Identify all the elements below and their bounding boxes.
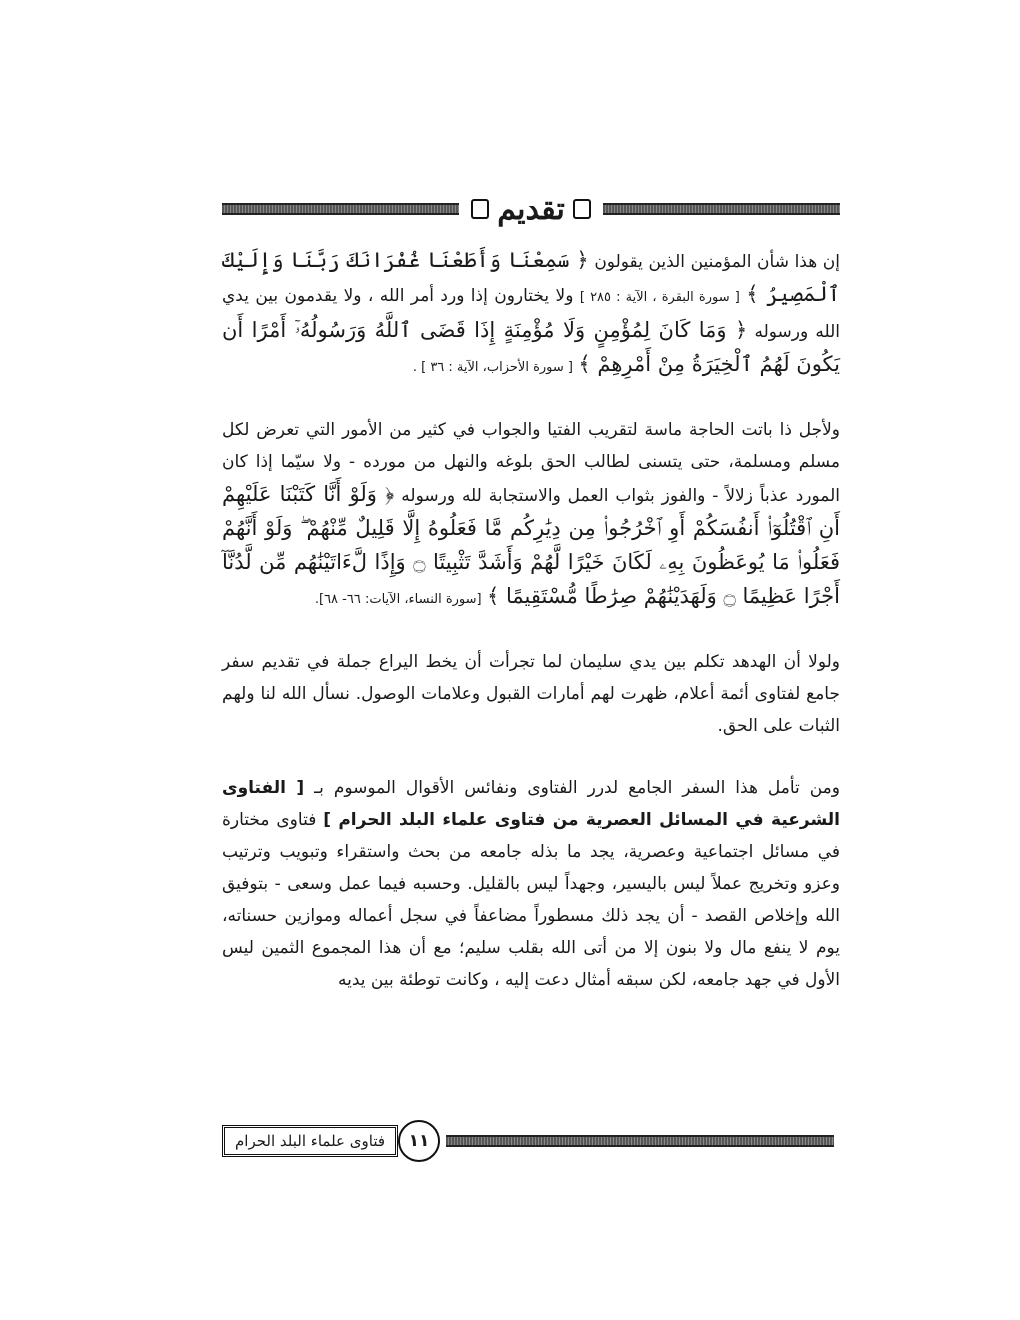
header-rule-right bbox=[603, 203, 840, 215]
text: ومن تأمل هذا السفر الجامع لدرر الفتاوى ونفائس الأقوال الموسوم بـ bbox=[314, 778, 840, 798]
footer-book-title: فتاوى علماء البلد الحرام bbox=[222, 1125, 398, 1157]
page-footer bbox=[222, 1118, 840, 1164]
square-ornament-icon bbox=[573, 199, 591, 219]
quran-verse: ﴿ سَمِعْنَا وَأَطَعْنَا غُفْرَانَكَ رَبَّنَا وَإِلَيْكَ ٱلْمَصِيرُ ﴾ bbox=[222, 248, 841, 306]
quran-verse: ﴿ وَمَا كَانَ لِمُؤْمِنٍ وَلَا مُؤْمِنَةٍ إِذَا قَضَى ٱللَّهُ وَرَسُولُهُۥٓ أَمْرًا أَن يَكُونَ لَهُمُ ٱلْخِيَرَةُ مِنْ أَمْرِهِمْ ﴾ bbox=[222, 318, 840, 376]
book-title-reference: [ الفتاوى الشرعية في المسائل العصرية من فتاوى علماء البلد الحرام ] bbox=[222, 778, 840, 830]
paragraph-1 bbox=[222, 244, 840, 384]
square-ornament-icon bbox=[471, 199, 489, 219]
verse-reference: [ سورة البقرة ، الآية : ٢٨٥ ] bbox=[579, 290, 740, 305]
section-title: تقديم bbox=[497, 191, 565, 227]
text: ولولا أن الهدهد تكلم بين يدي سليمان لما تجرأت أن يخط اليراع جملة في تقديم سفر جامع لفتاوى أئمة أعلام، ظهرت لهم أمارات القبول وعلامات الوصول. نسأل الله لنا ولهم الثبات على الحق. bbox=[222, 652, 840, 736]
paragraph-4 bbox=[222, 772, 840, 996]
page-number: ١١ bbox=[398, 1120, 440, 1162]
header-rule-left bbox=[222, 203, 459, 215]
quran-verse: ﴿ وَلَوْ أَنَّا كَتَبْنَا عَلَيْهِمْ أَنِ ٱقْتُلُوٓا۟ أَنفُسَكُمْ أَوِ ٱخْرُجُوا۟ مِن دِيَٰرِكُم مَّا فَعَلُوهُ إِلَّا قَلِيلٌ مِّنْهُمْ ۖ وَلَوْ أَنَّهُمْ فَعَلُوا۟ مَا يُوعَظُونَ بِهِۦ لَكَانَ خَيْرًا لَّهُمْ وَأَشَدَّ تَثْبِيتًا ۝ وَإِذًا لَّءَاتَيْنَٰهُم مِّن لَّدُنَّآ أَجْرًا عَظِيمًا ۝ وَلَهَدَيْنَٰهُمْ صِرَٰطًا مُّسْتَقِيمًا ﴾ bbox=[222, 482, 840, 608]
page-header bbox=[222, 186, 840, 232]
header-title-block bbox=[459, 192, 603, 227]
text: إن هذا شأن المؤمنين الذين يقولون bbox=[594, 252, 841, 272]
footer-rule bbox=[446, 1135, 834, 1147]
text: ولا يختارون إذا ورد أمر الله ، ولا يقدمون بين يدي الله ورسوله bbox=[222, 286, 841, 342]
paragraph-2 bbox=[222, 414, 840, 616]
text: ولأجل ذا باتت الحاجة ماسة لتقريب الفتيا والجواب في كثير من الأمور التي تعرض لكل مسلم ومسلمة، حتى يتسنى لطالب الحق بلوغه والنهل من مورده - ولا سيّما إذا كان المورد عذباً زلالاً - والفوز بثواب العمل والاستجابة لله ورسوله bbox=[222, 420, 841, 506]
text: فتاوى مختارة في مسائل اجتماعية وعصرية، يجد ما بذله جامعه من بحث واستقراء وتبويب وترتيب وعزو وتخريج عملاً ليس باليسير، وجهداً ليس بالقليل. وحسبه فيما عمل وسعى - بتوفيق الله وإخلاص القصد - أن يجد ذلك مسطوراً مضاعفاً في سجل أعماله وموازين حسناته، يوم لا ينفع مال ولا بنون إلا من أتى الله بقلب سليم؛ مع أن هذا المجموع الثمين ليس الأول في جهد جامعه، لكن سبقه أمثال دعت إليه ، وكانت توطئة بين يديه bbox=[222, 810, 840, 990]
verse-reference: [سورة النساء، الآيات: ٦٦- ٦٨]. bbox=[314, 592, 482, 607]
paragraph-3 bbox=[222, 646, 840, 742]
verse-reference: [ سورة الأحزاب، الآية : ٣٦ ] . bbox=[412, 360, 573, 375]
page-body bbox=[222, 244, 840, 1026]
